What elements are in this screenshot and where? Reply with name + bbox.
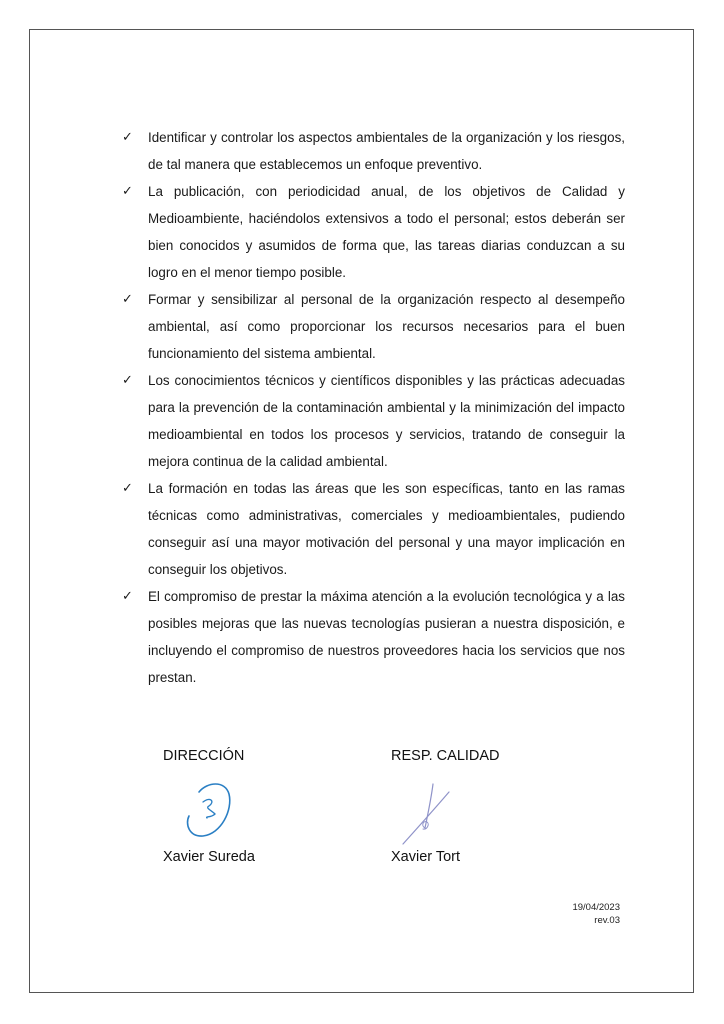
list-item [120,583,625,691]
signature-role: DIRECCIÓN [163,748,245,764]
document-footer [572,901,620,927]
policy-list [120,124,625,691]
list-item-text: Los conocimientos técnicos y científicos disponibles y las prácticas adecuadas para la prevención de la contaminación ambiental y la minimización del impacto medioambiental en todos los procesos y servicios, tratando de conseguir la mejora continua de la calidad ambiental. [148,373,625,469]
checkmark-icon: ✓ [122,130,133,145]
list-item-text: La formación en todas las áreas que les son específicas, tanto en las ramas técnicas como administrativas, comerciales y medioambientales, pudiendo conseguir así una mayor motivación del personal y una mayor implicación en conseguir los objetivos. [148,481,625,577]
checkmark-icon: ✓ [122,373,133,388]
checkmark-icon: ✓ [122,589,133,604]
footer-revision: rev.03 [594,915,620,926]
list-item [120,178,625,286]
checkmark-icon: ✓ [122,481,133,496]
list-item-text: La publicación, con periodicidad anual, de los objetivos de Calidad y Medioambiente, haciéndolos extensivos a todo el personal; estos deberán ser bien conocidos y asumidos de forma que, las tareas diarias conduzcan a su logro en el menor tiempo posible. [148,184,625,280]
list-item [120,475,625,583]
list-item-text: Formar y sensibilizar al personal de la organización respecto al desempeño ambiental, así como proporcionar los recursos necesarios para el buen funcionamiento del sistema ambiental. [148,292,625,361]
list-item-text: El compromiso de prestar la máxima atención a la evolución tecnológica y a las posibles mejoras que las nuevas tecnologías pusieran a nuestra disposición, e incluyendo el compromiso de nuestros proveedores hacia los servicios que nos prestan. [148,589,625,685]
footer-date: 19/04/2023 [572,902,620,913]
checkmark-icon: ✓ [122,292,133,307]
signature-role: RESP. CALIDAD [391,748,500,764]
list-item [120,124,625,178]
signature-name: Xavier Sureda [163,849,255,865]
handwritten-signature-icon [397,782,455,848]
list-item [120,286,625,367]
signature-name: Xavier Tort [391,849,461,865]
list-item [120,367,625,475]
handwritten-signature-icon [181,776,237,842]
list-item-text: Identificar y controlar los aspectos ambientales de la organización y los riesgos, de tal manera que establecemos un enfoque preventivo. [148,130,625,172]
checkmark-icon: ✓ [122,184,133,199]
